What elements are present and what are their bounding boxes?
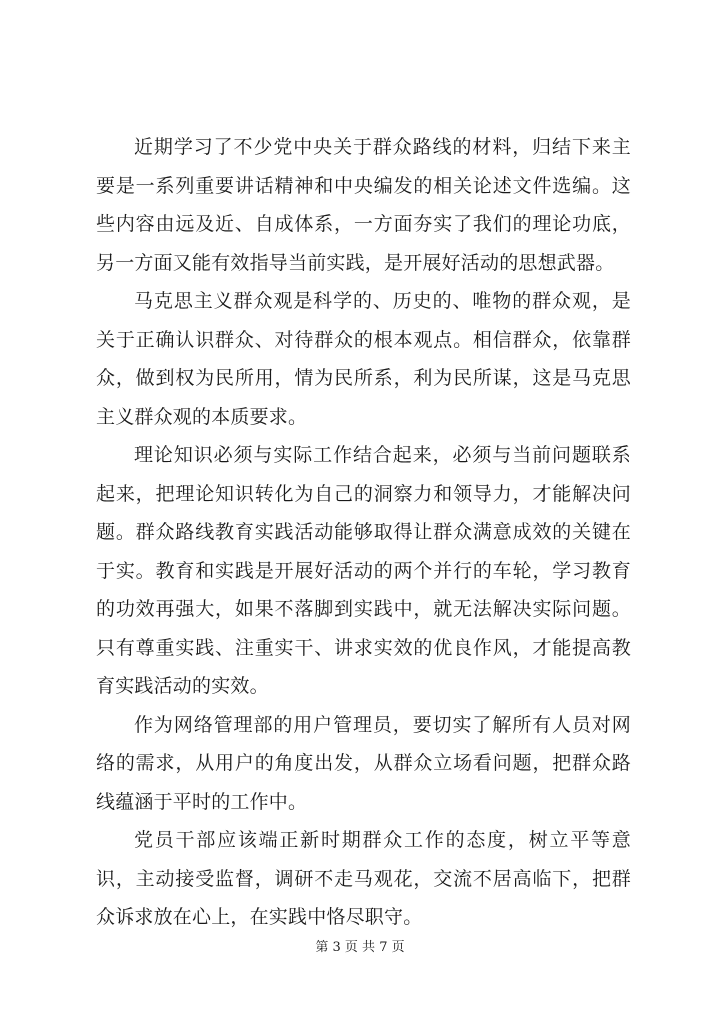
paragraph-1: 近期学习了不少党中央关于群众路线的材料，归结下来主要是一系列重要讲话精神和中央编发的相关论述文件选编。这些内容由远及近、自成体系，一方面夯实了我们的理论功底，另一方面又能有效指导当前实践，是开展好活动的思想武器。: [96, 136, 631, 274]
paragraph-4: 作为网络管理部的用户管理员，要切实了解所有人员对网络的需求，从用户的角度出发，从群众立场看问题，把群众路线蕴涵于平时的工作中。: [96, 713, 631, 813]
paragraph-5: 党员干部应该端正新时期群众工作的态度，树立平等意识，主动接受监督，调研不走马观花，交流不居高临下，把群众诉求放在心上，在实践中恪尽职守。: [96, 829, 631, 928]
document-body: [96, 128, 631, 937]
paragraph-3: 理论知识必须与实际工作结合起来，必须与当前问题联系起来，把理论知识转化为自己的洞察力和领导力，才能解决问题。群众路线教育实践活动能够取得让群众满意成效的关键在于实。教育和实践是开展好活动的两个并行的车轮，学习教育的功效再强大，如果不落脚到实践中，就无法解决实际问题。只有尊重实践、注重实干、讲求实效的优良作风，才能提高教育实践活动的实效。: [96, 444, 631, 697]
page-number-footer: 第 3 页 共 7 页: [315, 940, 405, 955]
paragraph-2: 马克思主义群众观是科学的、历史的、唯物的群众观，是关于正确认识群众、对待群众的根本观点。相信群众，依靠群众，做到权为民所用，情为民所系，利为民所谋，这是马克思主义群众观的本质要求。: [96, 290, 631, 428]
